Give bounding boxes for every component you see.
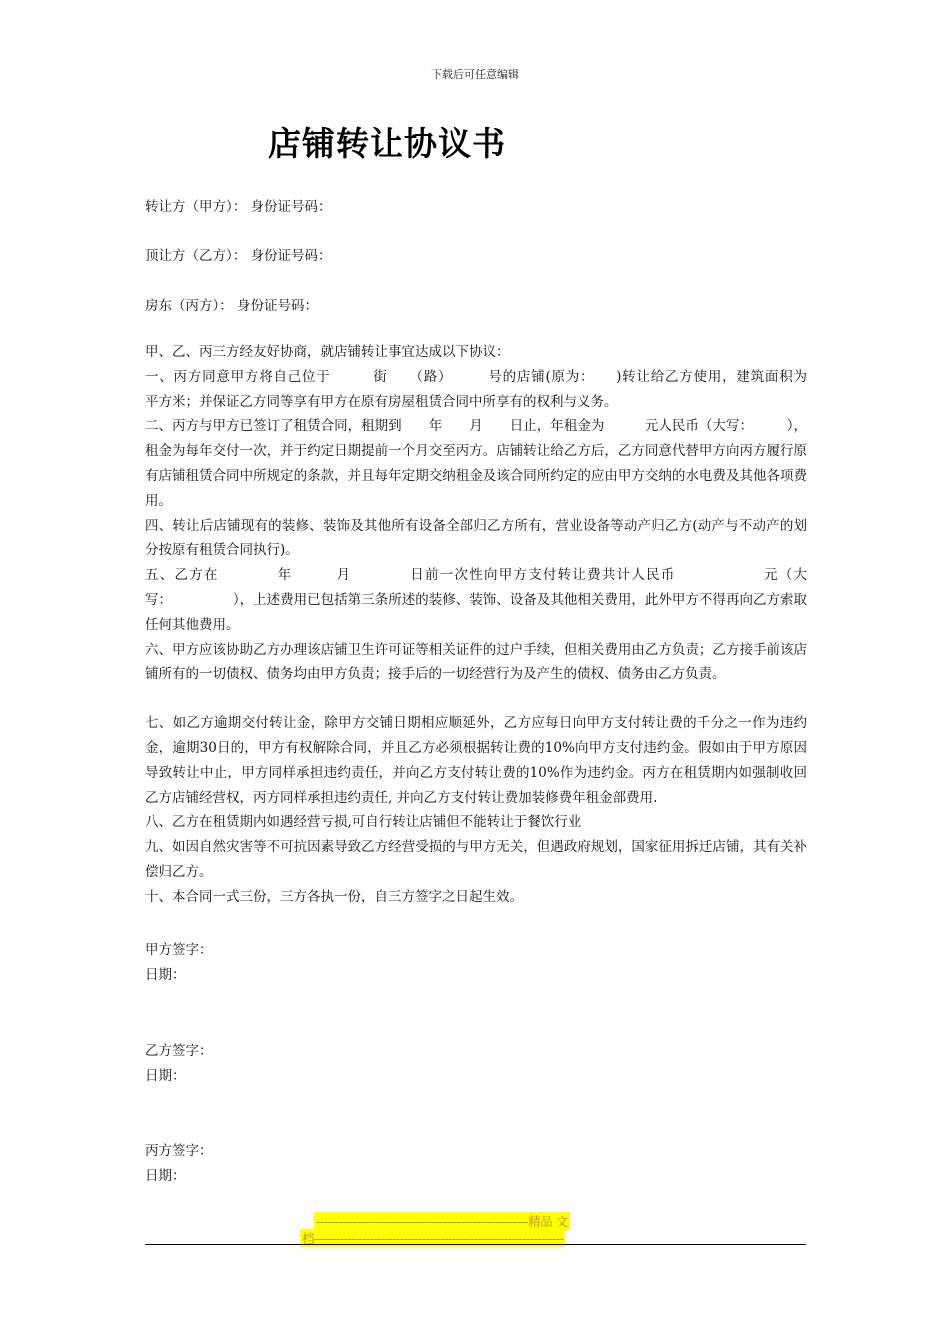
clause-2: 二、丙方与甲方已签订了租赁合同，租期到 年 月 日止，年租金为 元人民币（大写： ），租金为每年交付一次，并于约定日期提前一个月交至丙方。店铺转让给乙方后，乙方同意代替甲方向丙方履行原有店铺租赁合同中所规定的条款，并且每年定期交纳租金及该合同所约定的应由甲方交纳的水电费及其他各项费用。 — [145, 418, 807, 509]
signature-label: 乙方签字： — [145, 1043, 213, 1059]
agreement-body — [145, 340, 834, 910]
signature-block-party-b — [145, 1039, 213, 1088]
date-label: 日期： — [145, 966, 186, 983]
document-title: 店铺转让协议书 — [268, 124, 506, 163]
footer-divider — [145, 1244, 806, 1245]
clause-7: 七、如乙方逾期交付转让金，除甲方交铺日期相应顺延外，乙方应每日向甲方支付转让费的千分之一作为违约金，逾期30日的，甲方有权解除合同，并且乙方必须根据转让费的10%向甲方支付违约金。假如由于甲方原因导致转让中止，甲方同样承担违约责任，并向乙方支付转让费的10%作为违约金。丙方在租赁期内如强制收回乙方店铺经营权，丙方同样承担违约责任, 并向乙方支付转让费加装修费年租金部费用. — [145, 715, 807, 806]
footer-line-2: 档------------------------------------------------------------------- — [302, 1231, 564, 1246]
clause-1: 一、丙方同意甲方将自己位于 街 （路） 号的店铺(原为： )转让给乙方使用，建筑面积为 平方米；并保证乙方同等享有甲方在原有房屋租赁合同中所享有的权利与义务。 — [145, 368, 834, 410]
clause-9: 九、如因自然灾害等不可抗因素导致乙方经营受损的与甲方无关，但遇政府规划，国家征用拆迁店铺，其有关补偿归乙方。 — [145, 839, 807, 880]
intro-paragraph: 甲、乙、丙三方经友好协商，就店铺转让事宜达成以下协议： — [145, 344, 510, 360]
signature-label: 甲方签字： — [145, 942, 213, 958]
header-note: 下载后可任意编辑 — [431, 68, 519, 81]
date-label: 日期： — [145, 1167, 186, 1184]
clause-4: 四、转让后店铺现有的装修、装饰及其他所有设备全部归乙方所有，营业设备等动产归乙方(动产与不动产的划分按原有租赁合同执行)。 — [145, 517, 807, 559]
footer-line-1: ---------------------------------------------------------精品 文 — [316, 1214, 568, 1229]
clause-6: 六、甲方应该协助乙方办理该店铺卫生许可证等相关证件的过户手续，但相关费用由乙方负责；乙方接手前该店铺所有的一切债权、债务均由甲方负责；接手后的一切经营行为及产生的债权、债务由乙方负责。 — [145, 641, 807, 683]
clause-8: 八、乙方在租赁期内如遇经营亏损,可自行转让店铺但不能转让于餐饮行业 — [145, 814, 582, 831]
clause-10: 十、本合同一式三份，三方各执一份，自三方签字之日起生效。 — [145, 888, 523, 905]
signature-label: 丙方签字： — [145, 1143, 213, 1159]
party-transferee-line: 顶让方（乙方）： 身份证号码： — [145, 248, 332, 264]
clause-5: 五、乙方在 年 月 日前一次性向甲方支付转让费共计人民币 元（大写： ），上述费用已包括第三条所述的装修、装饰、设备及其他相关费用，此外甲方不得再向乙方索取任何其他费用。 — [145, 567, 807, 633]
party-transferor-line: 转让方（甲方）： 身份证号码： — [145, 199, 332, 215]
signature-block-party-c — [145, 1139, 213, 1188]
signature-block-party-a — [145, 938, 213, 987]
date-label: 日期： — [145, 1067, 186, 1084]
party-landlord-line: 房东（丙方）： 身份证号码： — [145, 298, 319, 314]
